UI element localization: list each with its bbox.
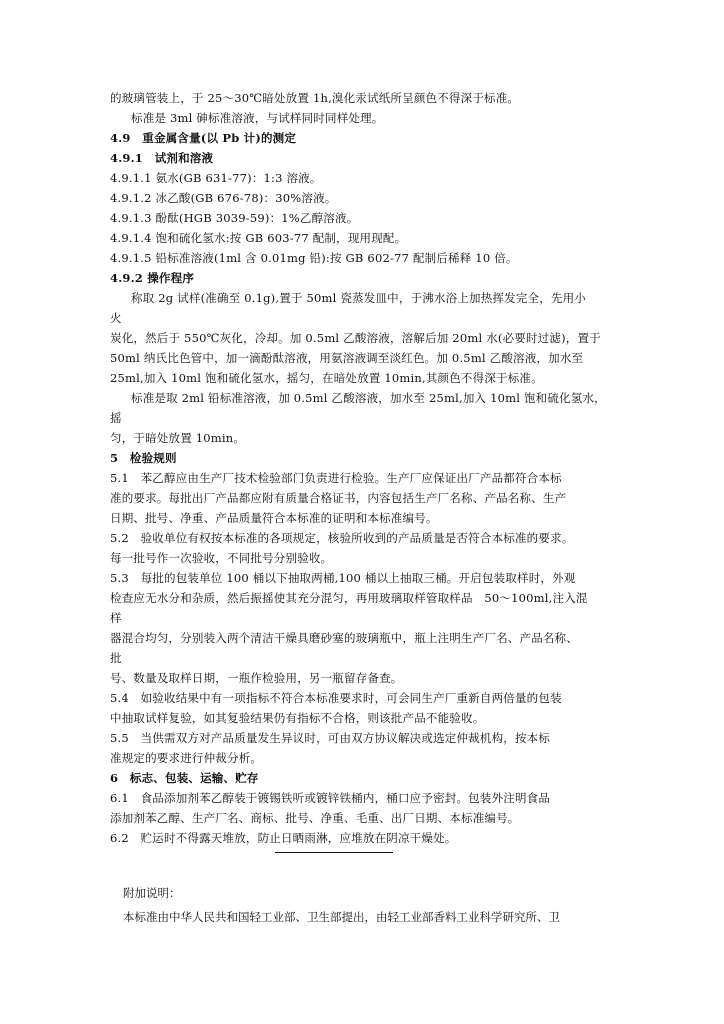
text-line: 火: [110, 311, 122, 325]
text-line: 50ml 纳氏比色管中，加一滴酚酞溶液，用氨溶液调至淡红色。加 0.5ml 乙酸溶液，加水至: [110, 351, 584, 365]
note-body: 本标准由中华人民共和国轻工业部、卫生部提出，由轻工业部香料工业科学研究所、卫: [123, 910, 560, 924]
text-line: 日期、批号、净重、产品质量符合本标准的证明和本标准编号。: [110, 511, 438, 525]
note-title: 附加说明：: [123, 886, 181, 900]
text-line: 炭化，然后于 550℃灰化，冷却。加 0.5ml 乙酸溶液，溶解后加 20ml 水(必要时过滤)，置于: [110, 331, 601, 345]
text-line: 添加剂苯乙醇、生产厂名、商标、批号、净重、毛重、出厂日期、本标准编号。: [110, 811, 520, 825]
section-heading: 6 标志、包装、运输、贮存: [110, 771, 259, 785]
section-heading: 4.9.2 操作程序: [110, 271, 195, 285]
text-line: 样: [110, 611, 122, 625]
text-line: 批: [110, 651, 122, 665]
text-line: 5.1 苯乙醇应由生产厂技术检验部门负责进行检验。生产厂应保证出厂产品都符合本标: [110, 471, 562, 485]
section-heading: 5 检验规则: [110, 451, 177, 465]
horizontal-rule: [275, 852, 393, 853]
text-line: 25ml,加入 10ml 饱和硫化氢水，摇匀，在暗处放置 10min,其颜色不得深于标准。: [110, 371, 543, 385]
text-line: 5.4 如验收结果中有一项指标不符合本标准要求时，可会同生产厂重新自两倍量的包装: [110, 691, 562, 705]
text-line: 4.9.1.2 冰乙酸(GB 676-78)：30%溶液。: [110, 191, 337, 205]
text-line: 摇: [110, 411, 122, 425]
text-line: 4.9.1.5 铅标准溶液(1ml 含 0.01mg 铅):按 GB 602-77 配制后稀释 10 倍。: [110, 251, 518, 265]
text-line: 4.9.1.3 酚酞(HGB 3039-59)：1%乙醇溶液。: [110, 211, 359, 225]
text-line: 检查应无水分和杂质，然后振摇使其充分混匀，再用玻璃取样管取样品 50～100ml,注入混: [110, 591, 588, 605]
text-line: 4.9.1.4 饱和硫化氢水:按 GB 603-77 配制，现用现配。: [110, 231, 407, 245]
text-line: 每一批号作一次验收，不同批号分别验收。: [110, 551, 333, 565]
text-line: 5.5 当供需双方对产品质量发生异议时，可由双方协议解决或选定仲裁机构，按本标: [110, 731, 551, 745]
text-line: 准的要求。每批出厂产品都应附有质量合格证书，内容包括生产厂名称、产品名称、生产: [110, 491, 567, 505]
text-line: 5.3 每批的包装单位 100 桶以下抽取两桶,100 桶以上抽取三桶。开启包装取样时，外观: [110, 571, 576, 585]
text-line: 准规定的要求进行仲裁分析。: [110, 751, 263, 765]
section-heading: 4.9 重金属含量(以 Pb 计)的测定: [110, 131, 297, 145]
text-line: 标准是 3ml 砷标准溶液，与试样同时同样处理。: [131, 111, 384, 125]
text-line: 6.2 贮运时不得露天堆放，防止日晒雨淋，应堆放在阴凉干燥处。: [110, 831, 457, 845]
text-line: 标准是取 2ml 铅标准溶液，加 0.5ml 乙酸溶液，加水至 25ml,加入 10ml 饱和硫化氢水，: [131, 391, 606, 405]
text-line: 中抽取试样复验，如其复验结果仍有指标不合格，则该批产品不能验收。: [110, 711, 485, 725]
text-line: 号、数量及取样日期，一瓶作检验用，另一瓶留存备查。: [110, 671, 403, 685]
text-line: 称取 2g 试样(准确至 0.1g),置于 50ml 瓷蒸发皿中，于沸水浴上加热挥发完全，先用小: [131, 291, 587, 305]
text-line: 6.1 食品添加剂苯乙醇装于镀锡铁听或镀锌铁桶内，桶口应予密封。包装外注明食品: [110, 791, 551, 805]
text-line: 4.9.1.1 氨水(GB 631-77)：1:3 溶液。: [110, 171, 322, 185]
text-line: 器混合均匀，分别装入两个清洁干燥具磨砂塞的玻璃瓶中，瓶上注明生产厂名、产品名称、: [110, 631, 578, 645]
text-line: 匀，于暗处放置 10min。: [110, 431, 246, 445]
text-line: 的玻璃管装上，于 25～30℃暗处放置 1h,溴化汞试纸所呈颜色不得深于标准。: [110, 91, 520, 105]
text-line: 5.2 验收单位有权按本标准的各项规定，核验所收到的产品质量是否符合本标准的要求。: [110, 531, 574, 545]
section-heading: 4.9.1 试剂和溶液: [110, 151, 214, 165]
